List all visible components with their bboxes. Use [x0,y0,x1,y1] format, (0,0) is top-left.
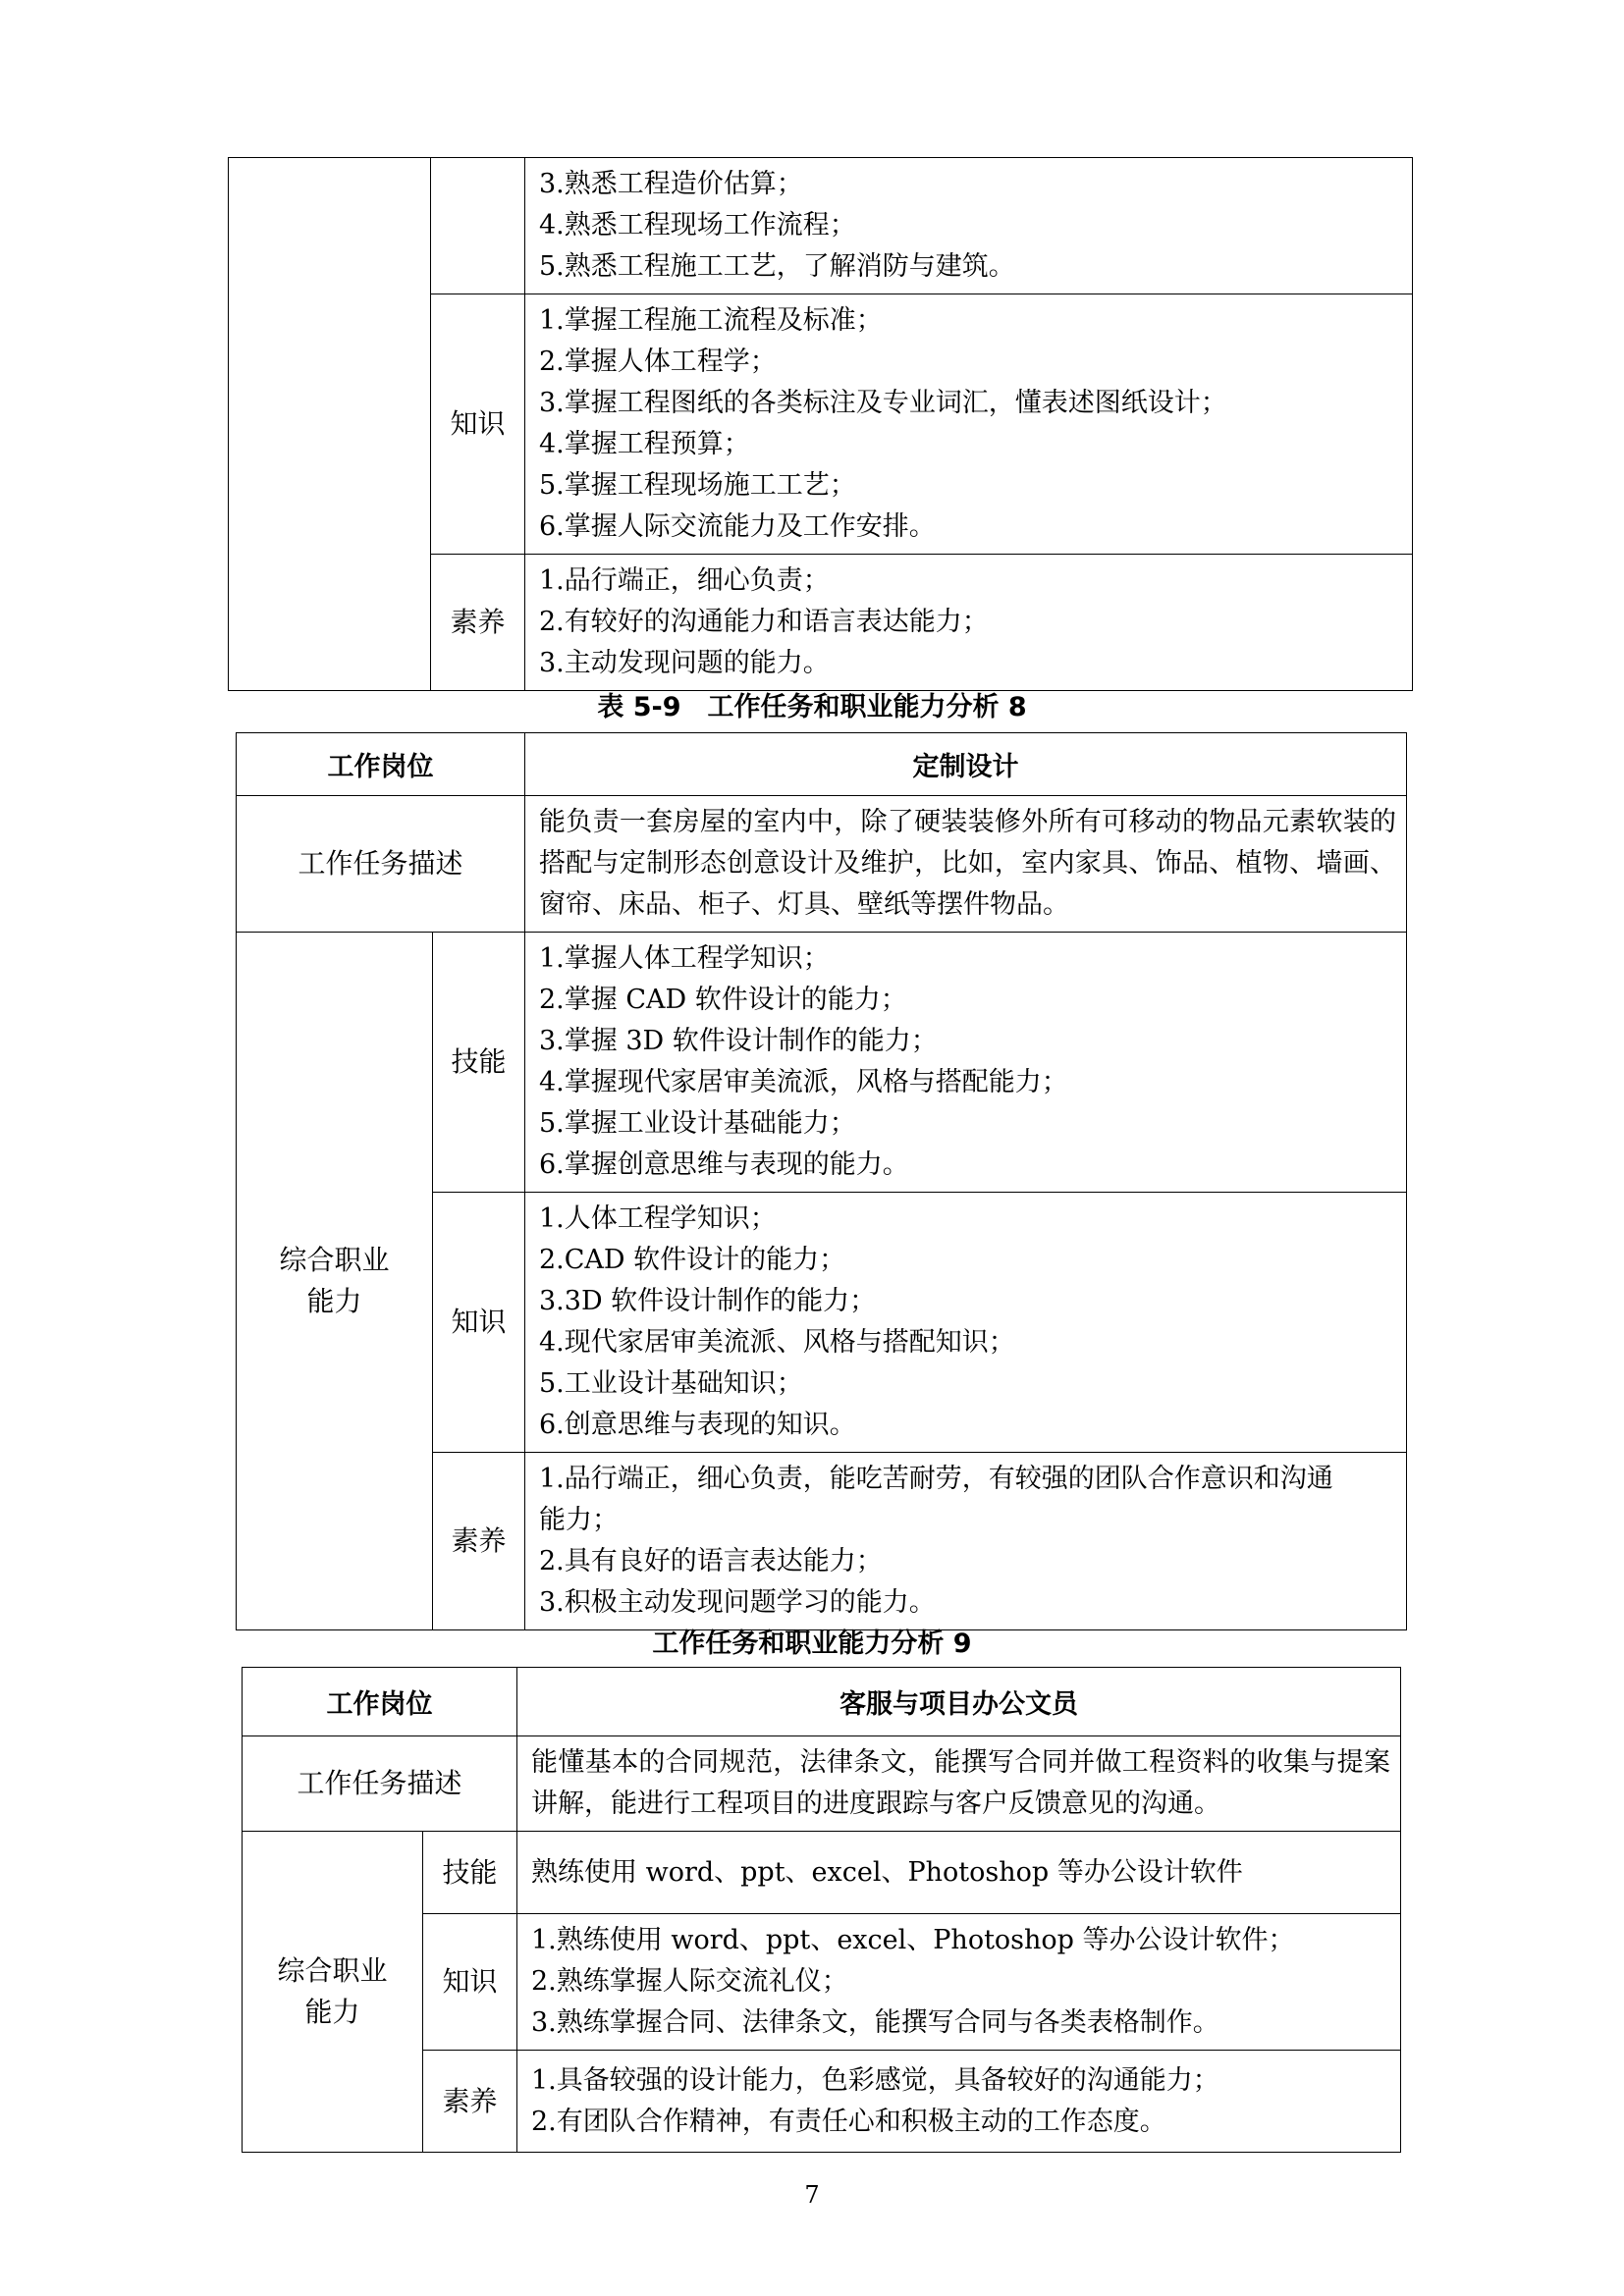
list-item: 4.掌握现代家居审美流派，风格与搭配能力； [539,1067,1068,1097]
row-label-knowledge: 知识 [433,1193,525,1453]
list-item: 2.熟练掌握人际交流礼仪； [531,1966,848,1997]
task-description: 能负责一套房屋的室内中，除了硬装装修外所有可移动的物品元素软装的搭配与定制形态创意设计及维护，比如，室内家具、饰品、植物、墙画、窗帘、床品、柜子、灯具、壁纸等摆件物品。 [525,796,1407,933]
list-item: 1.掌握人体工程学知识； [539,943,830,974]
list-item: 3.积极主动发现问题学习的能力。 [539,1587,936,1618]
ability-label-line2: 能力 [306,1285,362,1317]
list-item: 1.具备较强的设计能力，色彩感觉，具备较好的沟通能力； [531,2064,1219,2096]
list-item: 6.掌握人际交流能力及工作安排。 [539,511,936,542]
list-item: 5.熟悉工程施工工艺，了解消防与建筑。 [539,251,1015,282]
list-item: 4.现代家居审美流派、风格与搭配知识； [539,1327,1015,1358]
list-item: 2.有较好的沟通能力和语言表达能力； [539,607,989,637]
list-item: 2.CAD 软件设计的能力； [539,1245,846,1275]
ability-label-line1: 综合职业 [277,1954,388,1987]
row-label [431,158,525,294]
item-list [525,555,1413,691]
item-list [517,1914,1401,2051]
task-label: 工作任务描述 [243,1736,517,1832]
row-label-skill: 技能 [433,933,525,1193]
ability-analysis-table-8 [236,732,1407,1630]
row-label-knowledge: 知识 [423,1914,517,2051]
list-item: 4.掌握工程预算； [539,429,750,459]
list-item: 2.掌握 CAD 软件设计的能力； [539,985,907,1015]
list-item: 5.掌握工程现场施工工艺； [539,470,856,501]
post-value: 定制设计 [525,733,1407,796]
list-item: 3.掌握 3D 软件设计制作的能力； [539,1026,938,1056]
list-item: 1.品行端正，细心负责； [539,565,830,596]
list-item: 2.有团队合作精神，有责任心和积极主动的工作态度。 [531,2106,1166,2137]
list-item: 5.掌握工业设计基础能力； [539,1108,856,1139]
list-item: 1.品行端正，细心负责，能吃苦耐劳，有较强的团队合作意识和沟通 [539,1464,1333,1494]
list-item: 1.熟练使用 word、ppt、excel、Photoshop 等办公设计软件； [531,1925,1295,1955]
list-item: 3.3D 软件设计制作的能力； [539,1286,877,1316]
ability-label-line2: 能力 [304,1996,360,2028]
list-item: 5.工业设计基础知识； [539,1368,803,1399]
list-item: 3.熟悉工程造价估算； [539,169,803,199]
row-label-quality: 素养 [431,555,525,691]
row-label-skill: 技能 [423,1832,517,1914]
list-item: 4.熟悉工程现场工作流程； [539,210,856,240]
ability-label-line1: 综合职业 [279,1244,390,1276]
continuation-table [228,157,1413,691]
item-list [525,1193,1407,1453]
item-list [525,158,1413,294]
list-item: 1.掌握工程施工流程及标准； [539,305,883,336]
table-caption: 表 5-9 工作任务和职业能力分析 8 [597,692,1027,722]
ability-category-cell [237,933,433,1630]
list-item: 2.掌握人体工程学； [539,347,777,377]
item-list [525,294,1413,555]
task-label: 工作任务描述 [237,796,525,933]
item-list [525,933,1407,1193]
item-list [517,2051,1401,2153]
list-item: 3.熟练掌握合同、法律条文，能撰写合同与各类表格制作。 [531,2007,1219,2038]
task-description: 能懂基本的合同规范，法律条文，能撰写合同并做工程资料的收集与提案讲解，能进行工程项目的进度跟踪与客户反馈意见的沟通。 [517,1736,1401,1832]
page-number: 7 [804,2181,820,2209]
list-item: 6.掌握创意思维与表现的能力。 [539,1149,909,1180]
row-label-quality: 素养 [423,2051,517,2153]
post-value: 客服与项目办公文员 [517,1668,1401,1736]
list-item: 6.创意思维与表现的知识。 [539,1410,856,1440]
post-label: 工作岗位 [243,1668,517,1736]
item-list [517,1832,1401,1914]
list-item: 3.掌握工程图纸的各类标注及专业词汇，懂表述图纸设计； [539,388,1227,418]
item-list [525,1453,1407,1630]
list-item: 1.人体工程学知识； [539,1203,777,1234]
row-label-quality: 素养 [433,1453,525,1630]
post-label: 工作岗位 [237,733,525,796]
ability-category-cell [229,158,431,691]
list-item: 能力； [539,1505,619,1535]
ability-category-cell [243,1832,423,2153]
table-caption: 工作任务和职业能力分析 9 [652,1629,972,1659]
ability-analysis-table-9 [242,1667,1401,2153]
list-item: 熟练使用 word、ppt、excel、Photoshop 等办公设计软件 [531,1856,1243,1888]
list-item: 3.主动发现问题的能力。 [539,648,830,678]
row-label-knowledge: 知识 [431,294,525,555]
list-item: 2.具有良好的语言表达能力； [539,1546,883,1576]
